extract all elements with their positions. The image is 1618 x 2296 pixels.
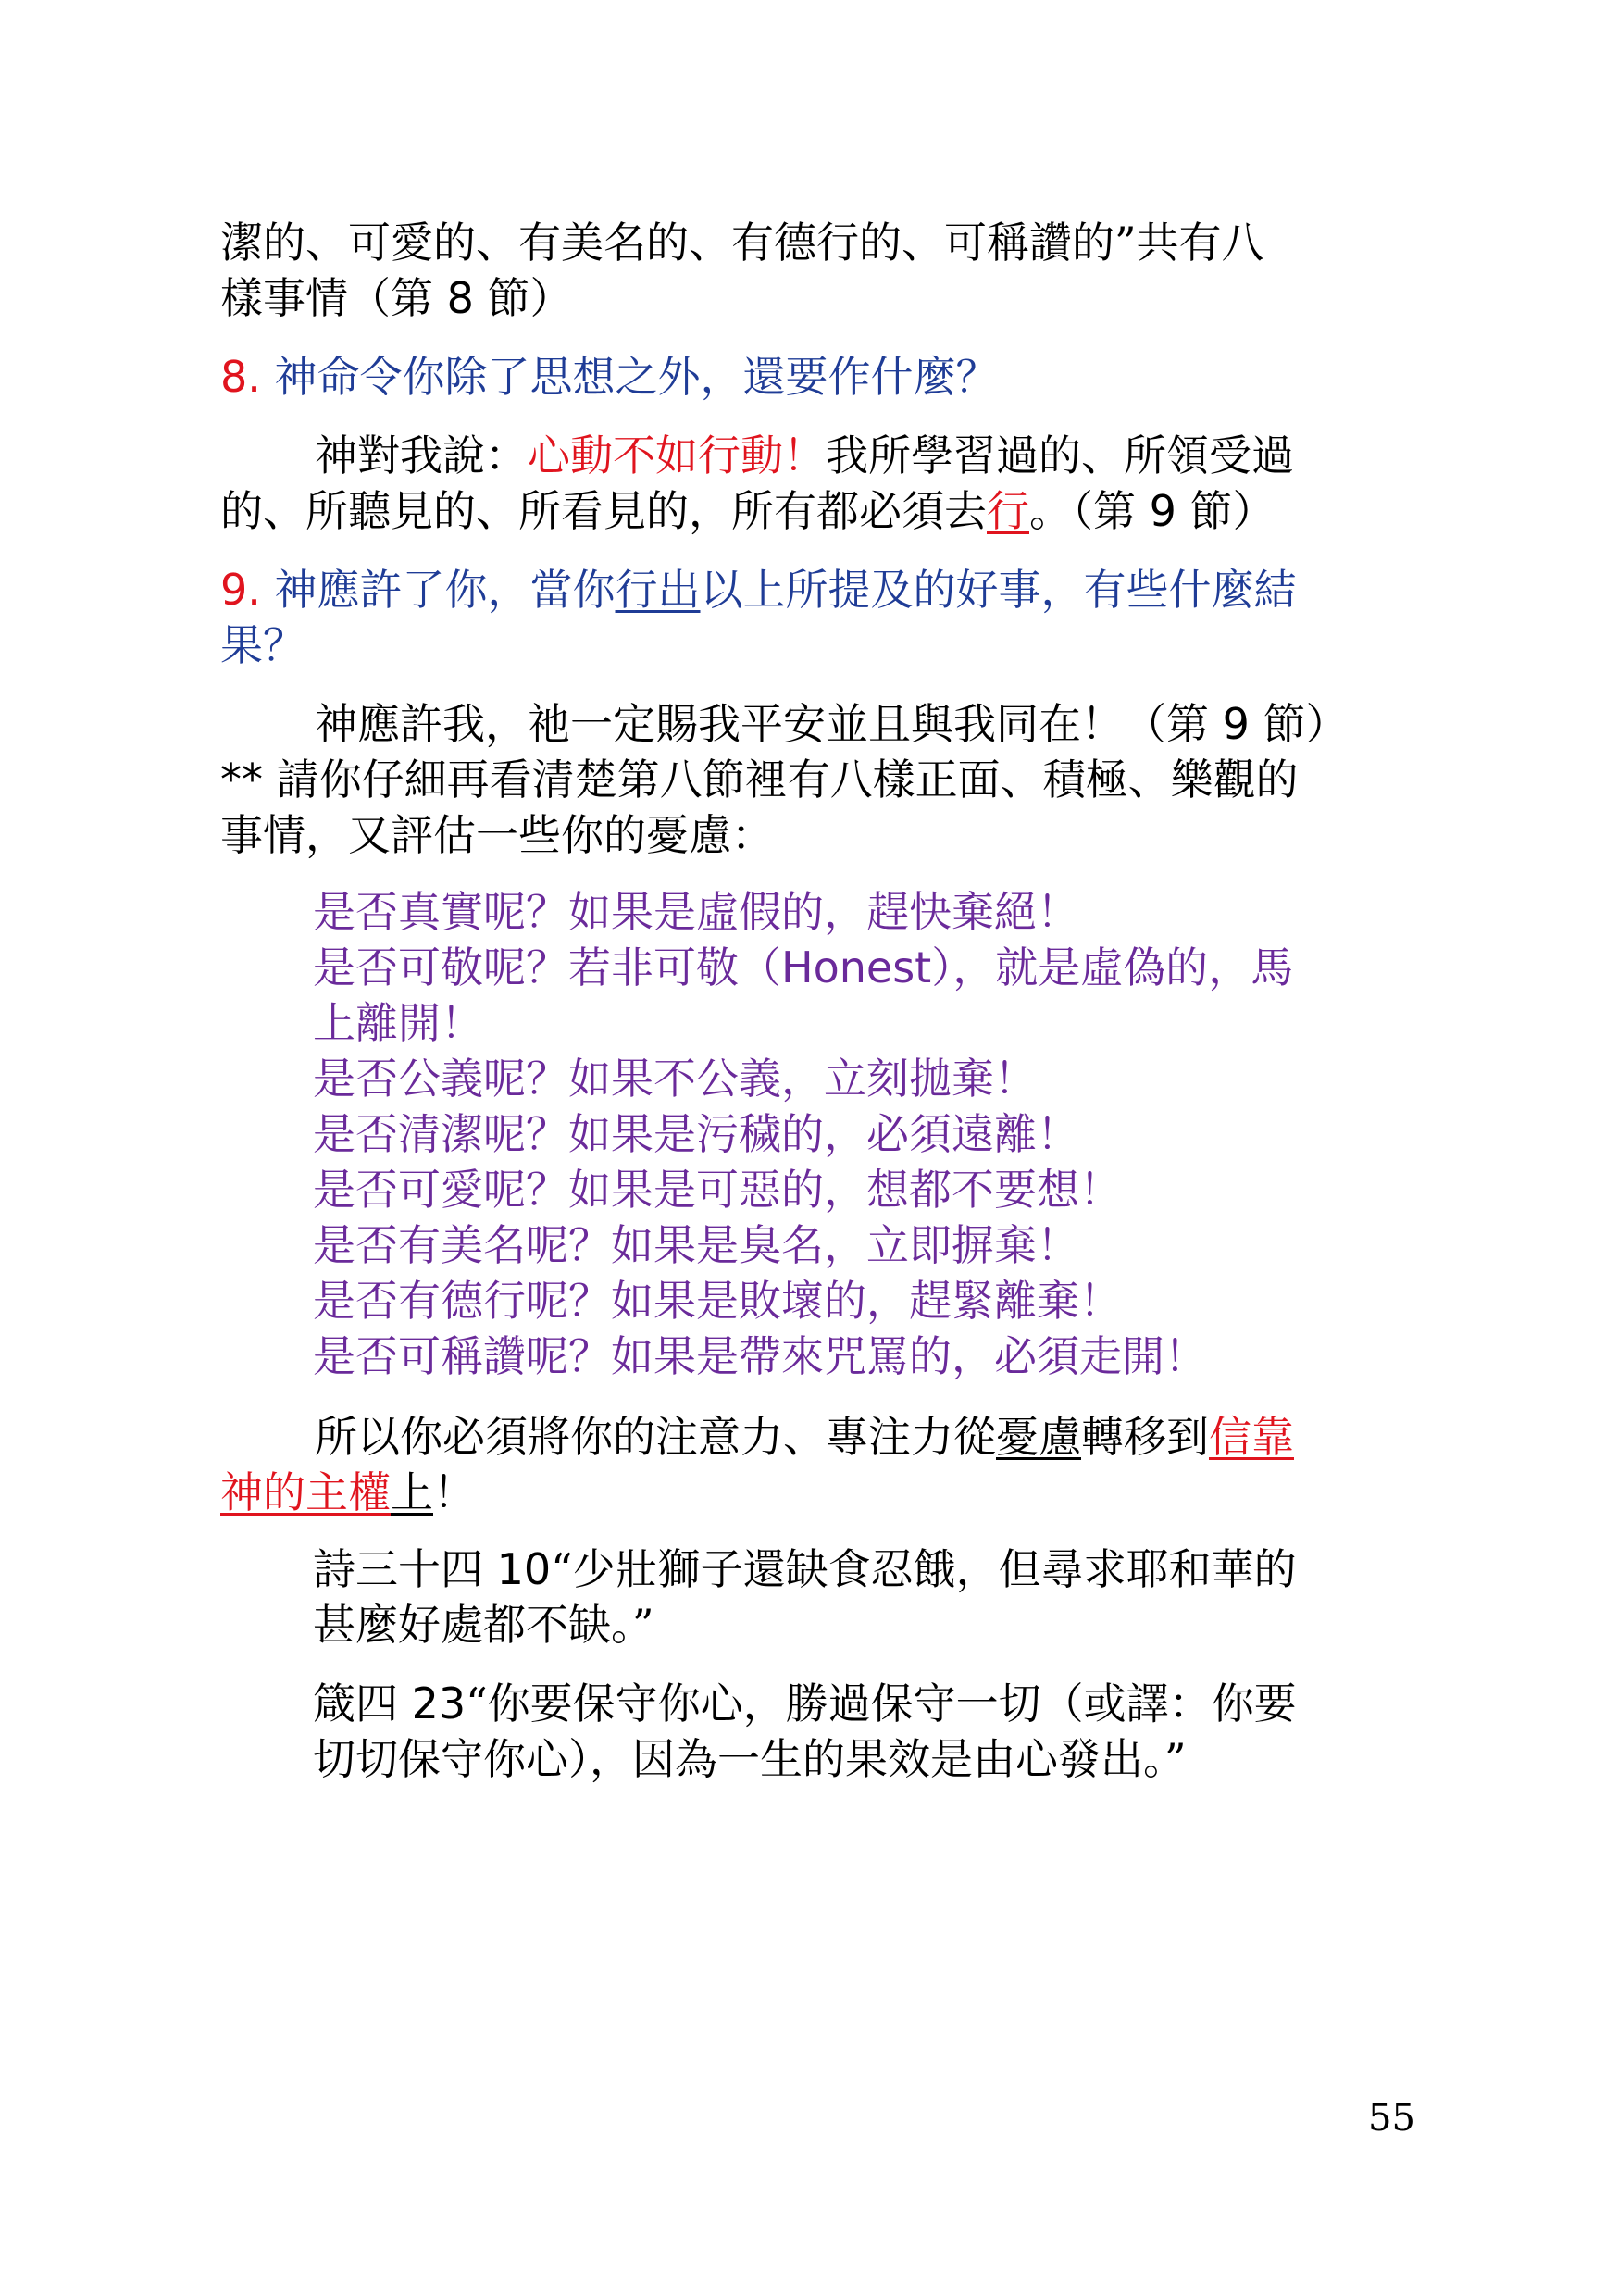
- conclusion-line-1: [220, 1409, 1396, 1465]
- checklist-item: 是否可稱讚呢？如果是帶來咒罵的，必須走開！: [313, 1331, 1207, 1381]
- question-9-post: 以上所提及的好事，有些什麼結: [700, 565, 1297, 615]
- answer-8-line-2-pre: 的、所聽見的、所看見的，所有都必須去: [220, 486, 987, 536]
- conclusion-end: ！: [433, 1467, 476, 1517]
- question-9-line-1: [220, 562, 1396, 618]
- verse-psalm-quote-2: 甚麼好處都不缺。”: [313, 1600, 654, 1650]
- checklist-item: 是否可愛呢？如果是可惡的，想都不要想！: [313, 1165, 1122, 1215]
- verse-psalm: [313, 1541, 1396, 1653]
- verse-psalm-line-1: [313, 1541, 1396, 1597]
- verse-proverbs-ref: 箴四 23: [313, 1678, 467, 1728]
- question-8-text: 神命令你除了思想之外，還要作什麼？: [274, 352, 999, 402]
- conclusion-worry: 憂慮: [996, 1412, 1081, 1462]
- intro-line-1: [220, 215, 1396, 270]
- conclusion-trust: 信靠: [1209, 1412, 1294, 1462]
- checklist-item: 是否可敬呢？若非可敬（Honest），就是虛偽的，馬: [313, 942, 1294, 992]
- question-9-underline: 行出: [615, 565, 701, 615]
- page-number: 55: [1368, 2097, 1415, 2140]
- checklist-item: 上離開！: [313, 998, 483, 1048]
- question-9-line-2: 果？: [220, 620, 305, 670]
- answer-8-line-1: [220, 428, 1396, 483]
- verse-proverbs: [313, 1676, 1396, 1787]
- intro-quote: 潔的、可愛的、有美名的、有德行的、可稱讚的”: [220, 218, 1137, 268]
- conclusion-pre: 所以你必須將你的注意力、專注力從: [315, 1412, 996, 1462]
- question-9-pre: 神應許了你，當你: [274, 565, 616, 615]
- answer-8-underlined-word: 行: [987, 486, 1029, 536]
- intro-line-2: 樣事情（第 8 節）: [220, 273, 573, 323]
- note-line-2: 事情，又評估一些你的憂慮：: [220, 810, 774, 860]
- checklist-item: 是否公義呢？如果不公義，立刻拋棄！: [313, 1054, 1037, 1104]
- verse-psalm-quote-1: “少壯獅子還缺食忍餓，但尋求耶和華的: [551, 1544, 1297, 1594]
- checklist-item: 是否真實呢？如果是虛假的，趕快棄絕！: [313, 887, 1079, 937]
- verse-proverbs-quote-1: “你要保守你心，勝過保守一切（或譯：你要: [466, 1678, 1297, 1728]
- note-line-1: ** 請你仔細再看清楚第八節裡有八樣正面、積極、樂觀的: [220, 755, 1299, 805]
- question-8: [220, 349, 1396, 405]
- worry-checklist: [313, 884, 1396, 1384]
- conclusion-sovereignty: 神的主權: [220, 1467, 391, 1517]
- answer-8-line-2-post: 。（第 9 節）: [1029, 486, 1276, 536]
- checklist-item: 是否有美名呢？如果是臭名，立即摒棄！: [313, 1220, 1079, 1270]
- verse-proverbs-quote-2: 切切保守你心），因為一生的果效是由心發出。”: [313, 1734, 1187, 1784]
- answer-8-highlight: 心動不如行動！: [528, 430, 826, 480]
- intro-rest: 共有八: [1136, 218, 1264, 268]
- checklist-item: 是否清潔呢？如果是污穢的，必須遠離！: [313, 1109, 1079, 1159]
- question-8-number: 8.: [220, 352, 261, 402]
- conclusion-mid: 轉移到: [1081, 1412, 1209, 1462]
- answer-8-prefix: 神對我說：: [315, 430, 528, 480]
- conclusion-line-2: [220, 1465, 1396, 1520]
- conclusion-on: 上: [391, 1467, 433, 1517]
- answer-8-rest: 我所學習過的、所領受過: [826, 430, 1294, 480]
- answer-8-line-2: [220, 483, 1396, 539]
- question-9-number: 9.: [220, 565, 261, 615]
- answer-9: 神應許我，祂一定賜我平安並且與我同在！（第 9 節）: [315, 699, 1349, 749]
- verse-psalm-ref: 詩三十四 10: [313, 1544, 552, 1594]
- verse-proverbs-line-1: [313, 1676, 1396, 1731]
- checklist-item: 是否有德行呢？如果是敗壞的，趕緊離棄！: [313, 1276, 1122, 1326]
